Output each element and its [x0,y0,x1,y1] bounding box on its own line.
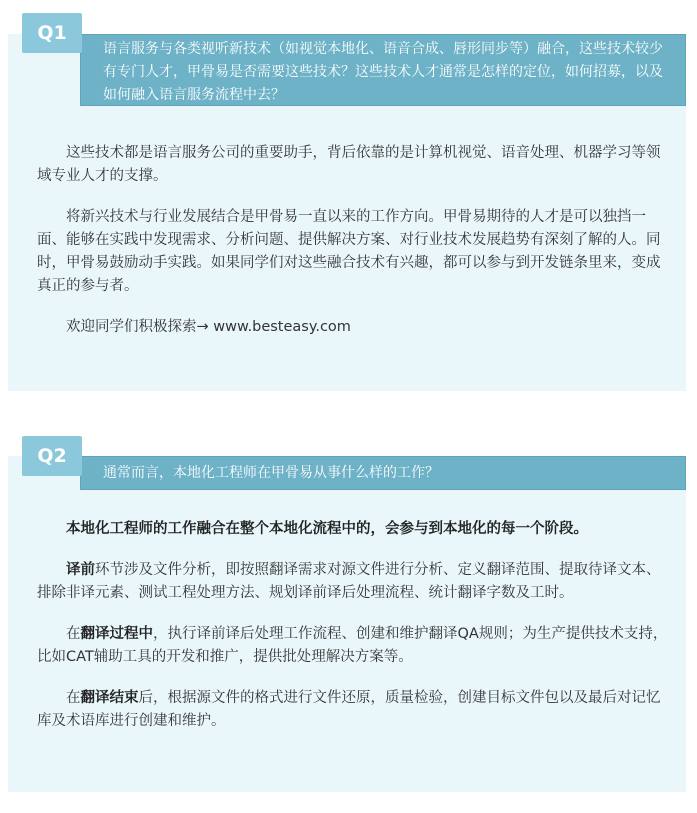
q2-answer [37,518,670,733]
q1-question: 语言服务与各类视听新技术（如视觉本地化、语音合成、唇形同步等）融合，这些技术较少有专门人才，甲骨易是否需要这些技术？这些技术人才通常是怎样的定位，如何招募，以及如何融入语言服务流程中去？ [80,34,686,106]
q2-question: 通常而言，本地化工程师在甲骨易从事什么样的工作？ [80,456,686,490]
q2-lead: 本地化工程师的工作融合在整个本地化流程中的，会参与到本地化的每一个阶段。 [66,521,588,537]
q2-badge: Q2 [22,436,82,476]
q2-pre-term: 译前 [66,562,95,578]
q2-pre-text: 环节涉及文件分析，即按照翻译需求对源文件进行分析、定义翻译范围、提取待译文本、排除非译元素、测试工程处理方法、规划译前译后处理流程、统计翻译字数及工时。 [37,562,661,601]
q1-paragraph-2: 将新兴技术与行业发展结合是甲骨易一直以来的工作方向。甲骨易期待的人才是可以独挡一面、能够在实践中发现需求、分析问题、提供解决方案、对行业技术发展趋势有深刻了解的人。同时，甲骨易鼓励动手实践。如果同学们对这些融合技术有兴趣，都可以参与到开发链条里来，变成真正的参与者。 [37,209,661,294]
q2-during-paragraph [37,623,670,669]
q2-pre-paragraph [37,559,670,605]
q1-badge: Q1 [22,13,82,53]
q2-during-prefix: 在 [66,626,81,642]
q1-paragraph-3: 欢迎同学们积极探索→ www.besteasy.com [66,319,351,335]
q2-during-text: ，执行译前译后处理工作流程、创建和维护翻译QA规则；为生产提供技术支持，比如CAT辅助工具的开发和推广，提供批处理解决方案等。 [37,626,668,665]
q2-post-term: 翻译结束 [80,690,139,706]
q2-post-paragraph [37,687,670,733]
q2-during-term: 翻译过程中 [80,626,153,642]
q1-answer [37,142,670,339]
q1-paragraph-1: 这些技术都是语言服务公司的重要助手，背后依靠的是计算机视觉、语音处理、机器学习等领域专业人才的支撑。 [37,145,661,184]
q2-post-prefix: 在 [66,690,81,706]
q2-post-text: 后，根据源文件的格式进行文件还原，质量检验，创建目标文件包以及最后对记忆库及术语库进行创建和维护。 [37,690,661,729]
